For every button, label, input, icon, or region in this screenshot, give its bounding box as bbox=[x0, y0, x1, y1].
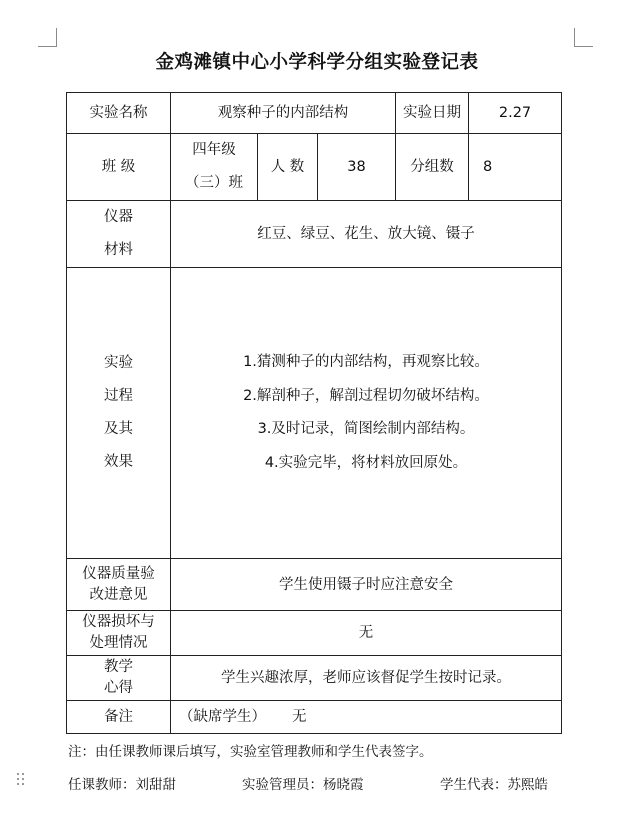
row-quality bbox=[67, 559, 562, 611]
process-step: 4.实验完毕，将材料放回原处。 bbox=[264, 454, 468, 471]
process-label-line: 及其 bbox=[104, 421, 133, 437]
experiment-name-label: 实验名称 bbox=[67, 93, 171, 134]
process-steps bbox=[171, 268, 562, 559]
process-step: 3.及时记录，简图绘制内部结构。 bbox=[257, 421, 475, 437]
class-value bbox=[171, 134, 258, 201]
row-reflection bbox=[67, 656, 562, 701]
row-damage bbox=[67, 611, 562, 656]
quality-label-line1: 仪器质量验 bbox=[82, 565, 155, 582]
reflection-label bbox=[67, 656, 171, 701]
row-class bbox=[67, 134, 562, 201]
equipment-label-line1: 仪器 bbox=[104, 209, 133, 225]
quality-value: 学生使用镊子时应注意安全 bbox=[171, 559, 562, 611]
experiment-name-value: 观察种子的内部结构 bbox=[171, 93, 396, 134]
form-title: 金鸡滩镇中心小学科学分组实验登记表 bbox=[155, 52, 479, 73]
equipment-label-line2: 材料 bbox=[104, 242, 133, 258]
reflection-label-line1: 教学 bbox=[104, 659, 133, 675]
corner-mark-top-right bbox=[574, 28, 593, 47]
teacher-signature: 任课教师：刘甜甜 bbox=[68, 777, 176, 793]
process-step: 2.解剖种子，解剖过程切勿破坏结构。 bbox=[243, 387, 489, 404]
date-label: 实验日期 bbox=[396, 93, 469, 134]
footnote: 注：由任课教师课后填写，实验室管理教师和学生代表签字。 bbox=[68, 744, 433, 760]
remarks-label: 备注 bbox=[67, 701, 171, 734]
process-label-line: 效果 bbox=[104, 454, 133, 470]
drag-handle-icon[interactable] bbox=[17, 773, 25, 789]
row-equipment bbox=[67, 201, 562, 268]
class-value-line1: 四年级 bbox=[192, 142, 236, 158]
remarks-value bbox=[171, 701, 562, 734]
process-step: 1.猜测种子的内部结构，再观察比较。 bbox=[243, 354, 489, 370]
admin-signature: 实验管理员：杨晓霞 bbox=[242, 777, 364, 793]
quality-label-line2: 改进意见 bbox=[89, 586, 148, 603]
reflection-label-line2: 心得 bbox=[104, 680, 133, 696]
signature-line bbox=[68, 773, 563, 795]
damage-value: 无 bbox=[171, 611, 562, 656]
process-label bbox=[67, 268, 171, 559]
process-label-line: 实验 bbox=[104, 355, 133, 371]
groups-value: 8 bbox=[469, 134, 562, 201]
process-label-line: 过程 bbox=[104, 388, 133, 404]
equipment-label bbox=[67, 201, 171, 268]
class-value-line2: （三）班 bbox=[185, 175, 243, 191]
row-remarks bbox=[67, 701, 562, 734]
people-value: 38 bbox=[318, 134, 396, 201]
quality-label bbox=[67, 559, 171, 611]
groups-label: 分组数 bbox=[396, 134, 469, 201]
absent-label: （缺席学生） bbox=[179, 709, 266, 725]
class-label: 班 级 bbox=[67, 134, 171, 201]
damage-label-line2: 处理情况 bbox=[89, 635, 148, 651]
student-signature: 学生代表：苏熙皓 bbox=[440, 777, 548, 793]
date-value: 2.27 bbox=[469, 93, 562, 134]
damage-label bbox=[67, 611, 171, 656]
corner-mark-top-left bbox=[38, 28, 57, 47]
row-process bbox=[67, 268, 562, 559]
absent-value: 无 bbox=[292, 709, 307, 725]
reflection-value: 学生兴趣浓厚，老师应该督促学生按时记录。 bbox=[171, 656, 562, 701]
people-label: 人 数 bbox=[258, 134, 318, 201]
equipment-value: 红豆、绿豆、花生、放大镜、镊子 bbox=[171, 201, 562, 268]
registration-table bbox=[66, 92, 562, 734]
row-experiment bbox=[67, 93, 562, 134]
damage-label-line1: 仪器损坏与 bbox=[82, 614, 155, 630]
